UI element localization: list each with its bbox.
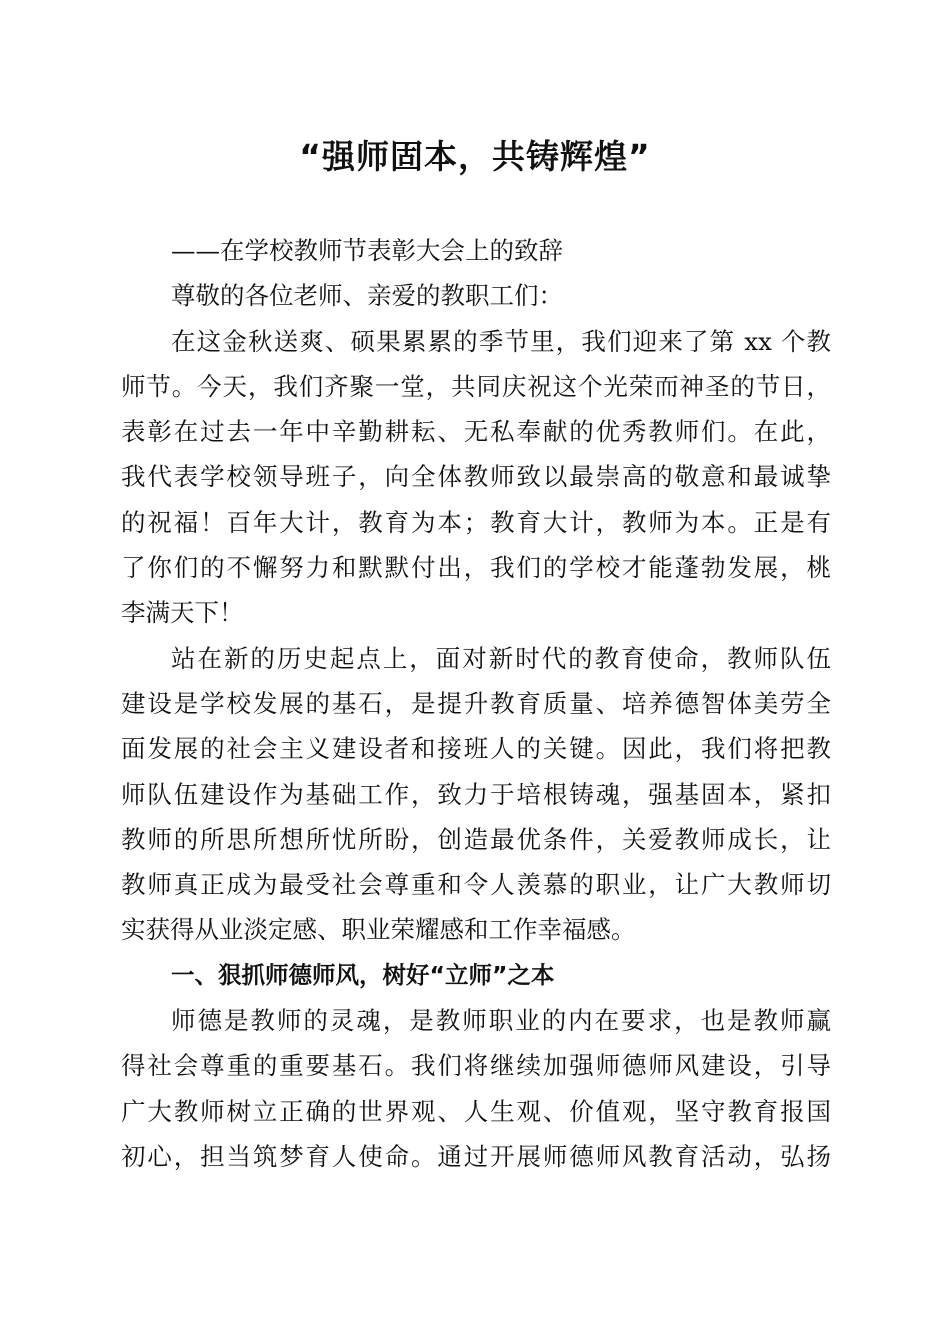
salutation: 尊敬的各位老师、亲爱的教职工们： xyxy=(171,281,563,311)
paragraph-line: 面发展的社会主义建设者和接班人的关键。因此，我们将把教 xyxy=(121,734,831,764)
paragraph-line: 教师真正成为最受社会尊重和令人羡慕的职业，让广大教师切 xyxy=(121,870,831,900)
paragraph-line: 了你们的不懈努力和默默付出，我们的学校才能蓬勃发展，桃 xyxy=(121,553,831,583)
paragraph-line: 师德是教师的灵魂，是教师职业的内在要求，也是教师赢 xyxy=(171,1006,831,1036)
document-title: “强师固本，共铸辉煌” xyxy=(299,137,651,176)
paragraph-line: 我代表学校领导班子，向全体教师致以最崇高的敬意和最诚挚 xyxy=(121,462,831,492)
paragraph-1 xyxy=(121,319,831,636)
paragraph-line: 广大教师树立正确的世界观、人生观、价值观，坚守教育报国 xyxy=(121,1096,831,1126)
document-body xyxy=(121,228,831,1179)
paragraph-line: 建设是学校发展的基石，是提升教育质量、培养德智体美劳全 xyxy=(121,688,831,718)
paragraph-line: 的祝福！百年大计，教育为本；教育大计，教师为本。正是有 xyxy=(121,507,831,537)
paragraph-line: 实获得从业淡定感、职业荣耀感和工作幸福感。 xyxy=(121,915,636,945)
paragraph-line: 得社会尊重的重要基石。我们将继续加强师德师风建设，引导 xyxy=(121,1051,831,1081)
paragraph-line: 师队伍建设作为基础工作，致力于培根铸魂，强基固本，紧扣 xyxy=(121,779,831,809)
paragraph-line: 在这金秋送爽、硕果累累的季节里，我们迎来了第 xx 个教 xyxy=(171,326,831,356)
paragraph-3 xyxy=(121,998,831,1179)
paragraph-line: 表彰在过去一年中辛勤耕耘、无私奉献的优秀教师们。在此， xyxy=(121,417,831,447)
paragraph-line: 教师的所思所想所忧所盼，创造最优条件，关爱教师成长，让 xyxy=(121,824,831,854)
section-heading: 一、狠抓师德师风，树好“立师”之本 xyxy=(171,960,555,989)
paragraph-line: 师节。今天，我们齐聚一堂，共同庆祝这个光荣而神圣的节日， xyxy=(121,371,831,401)
paragraph-line: 站在新的历史起点上，面对新时代的教育使命，教师队伍 xyxy=(171,643,831,673)
subtitle: ——在学校教师节表彰大会上的致辞 xyxy=(171,236,563,265)
paragraph-line: 初心，担当筑梦育人使命。通过开展师德师风教育活动，弘扬 xyxy=(121,1141,831,1171)
paragraph-line: 李满天下！ xyxy=(121,598,244,628)
paragraph-2 xyxy=(121,636,831,953)
